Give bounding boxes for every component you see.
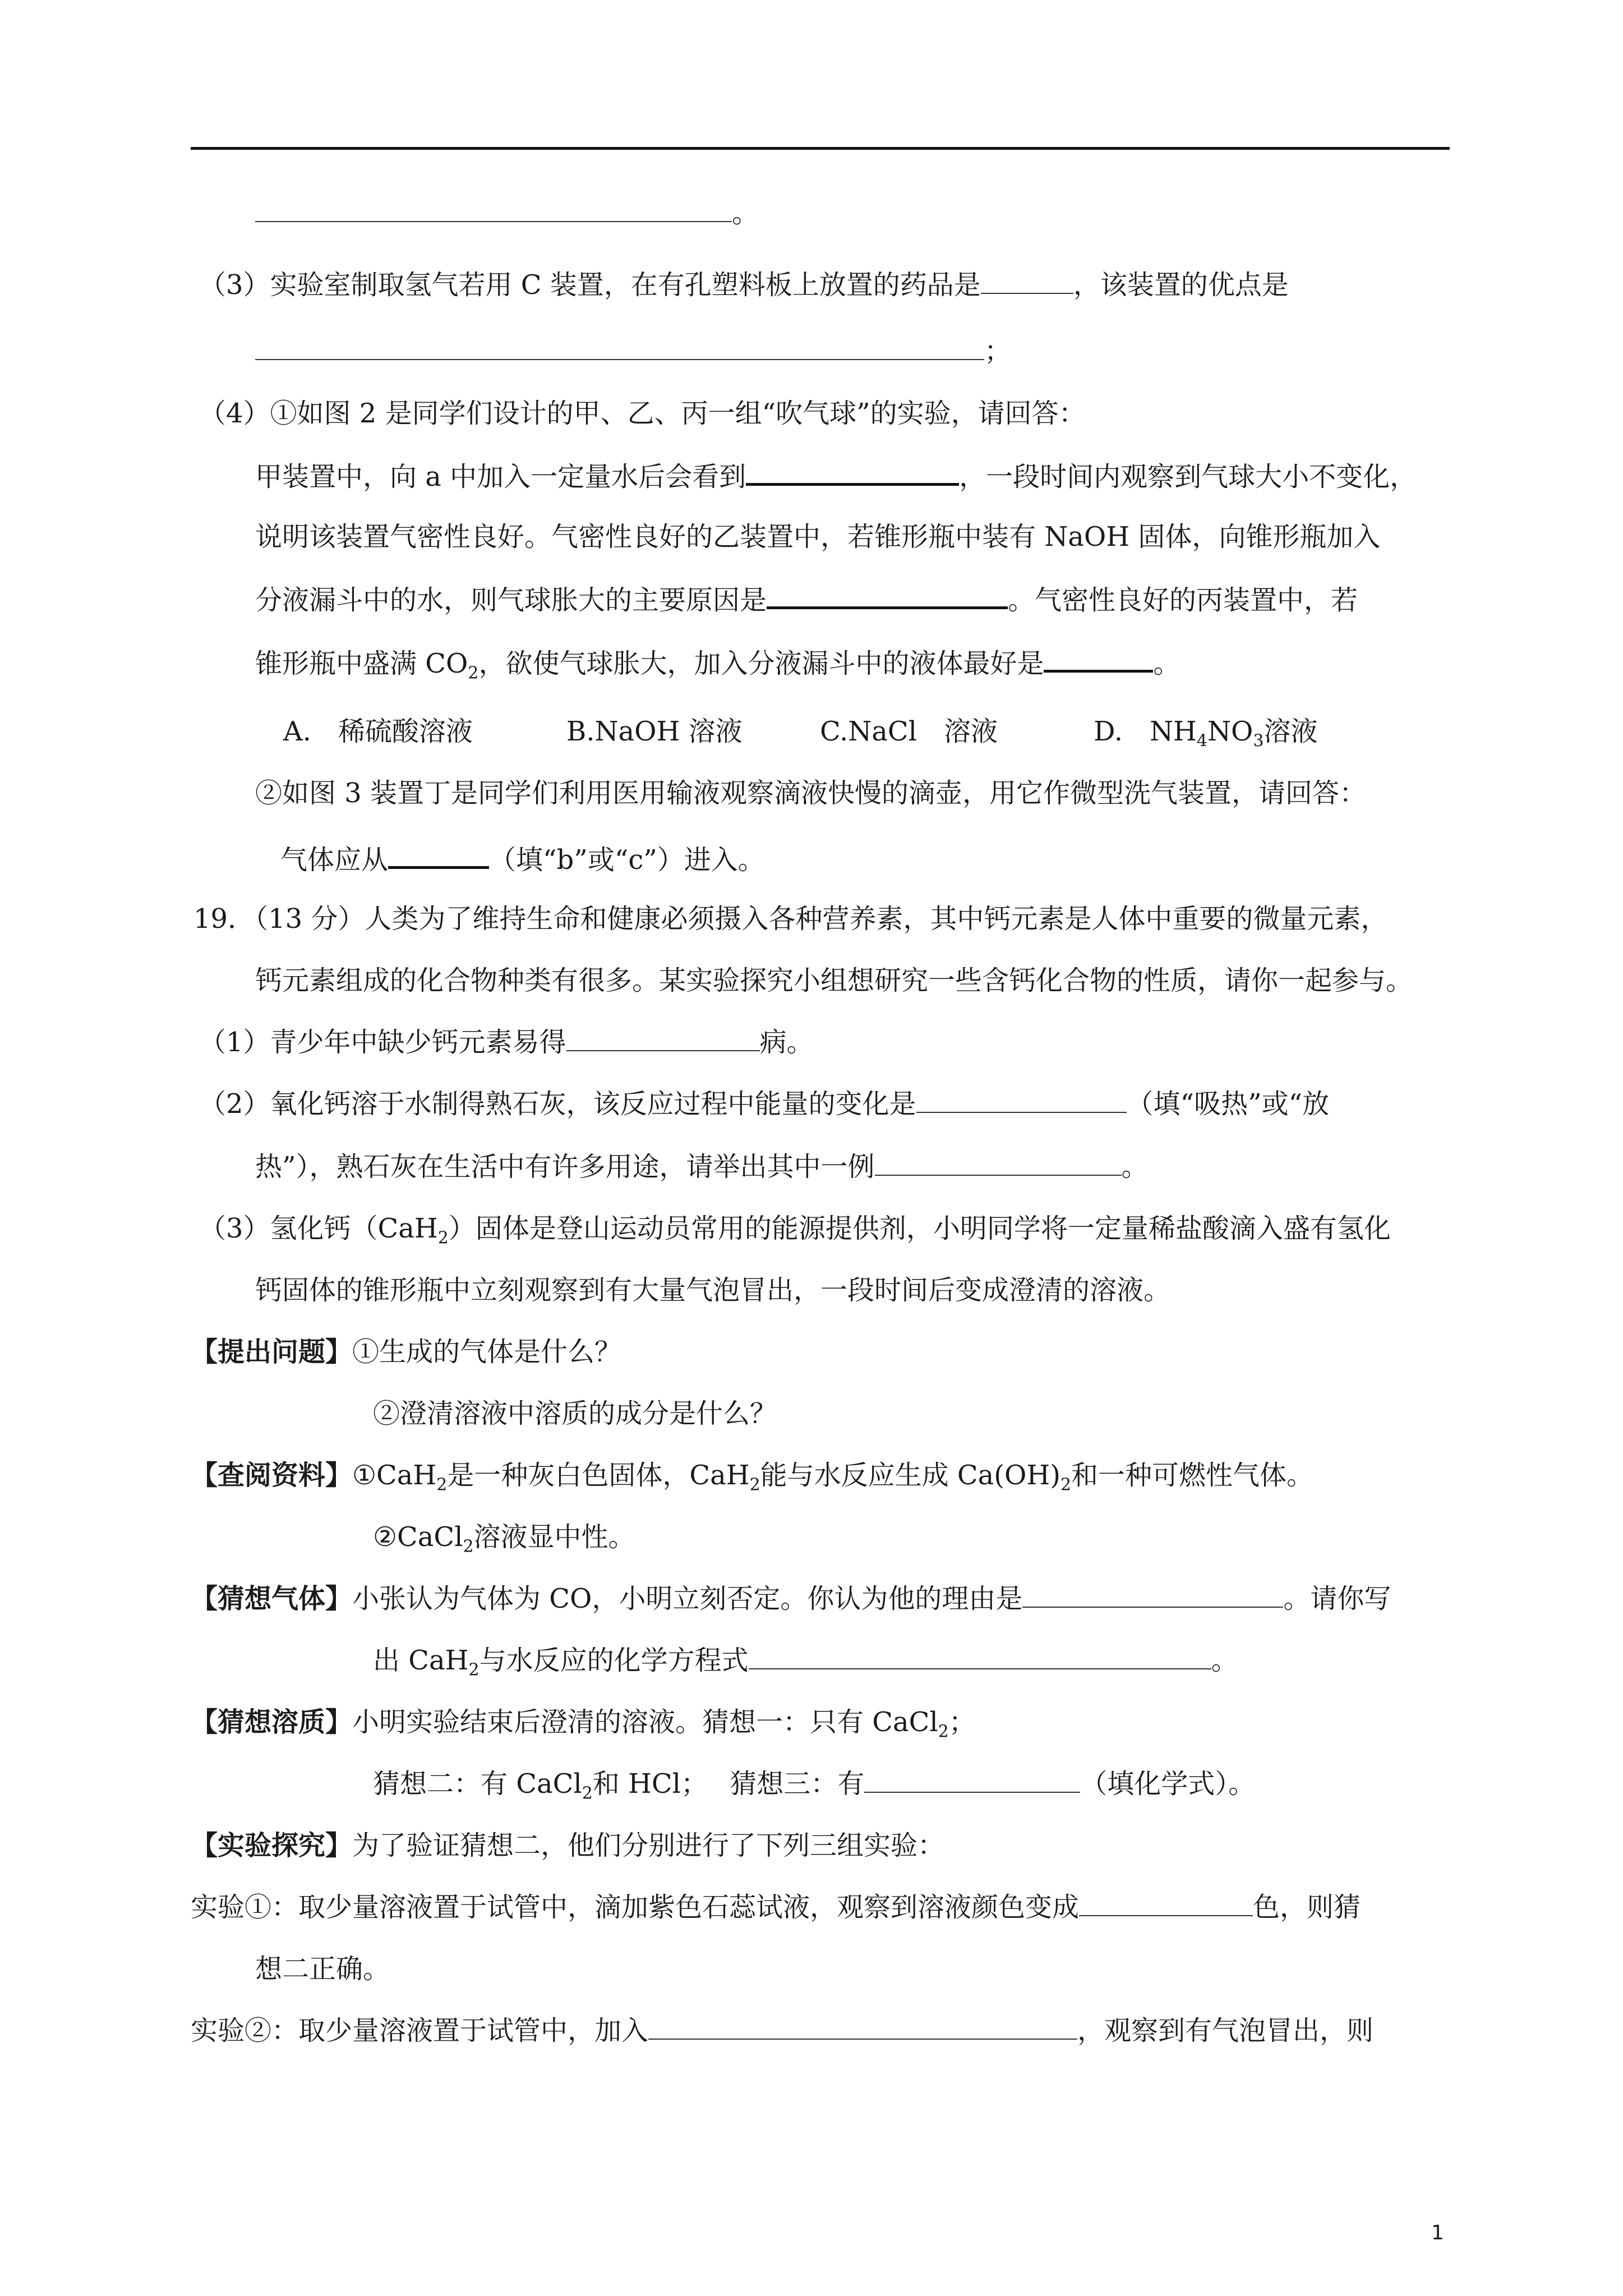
page-number: 1 [1431,2221,1444,2244]
text-line: （4）①如图 2 是同学们设计的甲、乙、丙一组“吹气球”的实验，请回答： [199,398,1086,429]
answer-blank[interactable] [255,333,984,360]
option-a: A. 稀硫酸溶液 [283,716,473,747]
text-line: （2）氧化钙溶于水制得熟石灰，该反应过程中能量的变化是 （填“吸热”或“放 [199,1086,1329,1122]
text-line: （1）青少年中缺少钙元素易得 病。 [199,1024,814,1060]
answer-blank[interactable] [875,1149,1122,1176]
text-line: 实验②：取少量溶液置于试管中，加入 ，观察到有气泡冒出，则 [191,2013,1373,2049]
answer-blank[interactable] [1044,644,1153,673]
answer-blank[interactable] [1022,1581,1283,1608]
section-line: 【猜想溶质】小明实验结束后澄清的溶液。猜想一：只有 CaCl$_2$； [191,1706,976,1742]
text-line: ②如图 3 装置丁是同学们利用医用输液观察滴液快慢的滴壶，用它作微型洗气装置，请回答： [255,777,1367,809]
text-line: ②CaCl$_2$溶液显中性。 [373,1521,635,1557]
text-line: 说明该装置气密性良好。气密性良好的乙装置中，若锥形瓶中装有 NaOH 固体，向锥形瓶加入 [255,521,1381,553]
text-line: 猜想二：有 CaCl$_2$和 HCl； 猜想三：有 （填化学式）。 [373,1766,1255,1802]
option-c: C.NaCl 溶液 [820,716,998,747]
tag-reference: 【查阅资料】 [191,1460,353,1491]
answer-blank[interactable] [981,267,1073,294]
section-line: 【查阅资料】①CaH$_2$是一种灰白色固体，CaH$_2$能与水反应生成 $Ca(OH)_2$和一种可燃性气体。 [191,1460,1314,1495]
text-line: 想二正确。 [255,1953,390,1985]
answer-blank[interactable] [916,1086,1127,1113]
section-line: 【实验探究】为了验证猜想二，他们分别进行了下列三组实验： [191,1830,945,1861]
text-line: 钙元素组成的化合物种类有很多。某实验探究小组想研究一些含钙化合物的性质，请你一起参与。 [255,965,1413,996]
option-b: B.NaOH 溶液 [566,716,743,747]
answer-blank[interactable] [255,195,732,222]
answer-blank[interactable] [746,457,959,486]
section-line: 【猜想气体】小张认为气体为 CO，小明立刻否定。你认为他的理由是 。请你写 [191,1581,1391,1617]
text-line: 。 [255,195,759,231]
tag-guess-gas: 【猜想气体】 [191,1583,353,1614]
text-line: （3）实验室制取氢气若用 C 装置，在有孔塑料板上放置的药品是 ，该装置的优点是 [199,267,1289,303]
text-line: 甲装置中，向 a 中加入一定量水后会看到 ，一段时间内观察到气球大小不变化， [255,457,1417,495]
option-d: D. $NH_4NO_3$溶液 [1094,716,1318,751]
answer-blank[interactable] [566,1024,760,1051]
answer-blank[interactable] [864,1766,1080,1793]
text-line: 锥形瓶中盛满 $CO_2$，欲使气球胀大，加入分液漏斗中的液体最好是 。 [255,644,1180,682]
text-line: 分液漏斗中的水，则气球胀大的主要原因是 。气密性良好的丙装置中，若 [255,581,1358,618]
header-rule [191,147,1450,150]
text-line: 钙固体的锥形瓶中立刻观察到有大量气泡冒出，一段时间后变成澄清的溶液。 [255,1274,1171,1306]
text-line: 实验①：取少量溶液置于试管中，滴加紫色石蕊试液，观察到溶液颜色变成 色，则猜 [191,1889,1361,1925]
tag-ask-question: 【提出问题】 [191,1336,353,1368]
text-line: 出 CaH$_2$与水反应的化学方程式 。 [373,1642,1238,1678]
answer-blank[interactable] [1079,1889,1253,1916]
answer-blank[interactable] [388,840,489,869]
tag-experiment: 【实验探究】 [191,1830,353,1861]
answer-blank[interactable] [749,1642,1211,1669]
section-line: 【提出问题】①生成的气体是什么？ [191,1336,622,1368]
answer-blank[interactable] [767,581,1008,609]
text-line: ②澄清溶液中溶质的成分是什么？ [373,1398,777,1429]
text-line: 热”），熟石灰在生活中有许多用途，请举出其中一例 。 [255,1149,1149,1185]
question-19: 19．（13 分）人类为了维持生命和健康必须摄入各种营养素，其中钙元素是人体中重要的微量元素， [193,903,1388,935]
answer-blank[interactable] [648,2013,1077,2040]
tag-guess-solute: 【猜想溶质】 [191,1706,353,1738]
text-line: 气体应从 （填“b”或“c”）进入。 [280,840,765,878]
text-line: （3）氢化钙（CaH$_2$）固体是登山运动员常用的能源提供剂，小明同学将一定量稀盐酸滴入盛有氢化 [199,1213,1391,1248]
text-line: ； [255,333,1011,369]
